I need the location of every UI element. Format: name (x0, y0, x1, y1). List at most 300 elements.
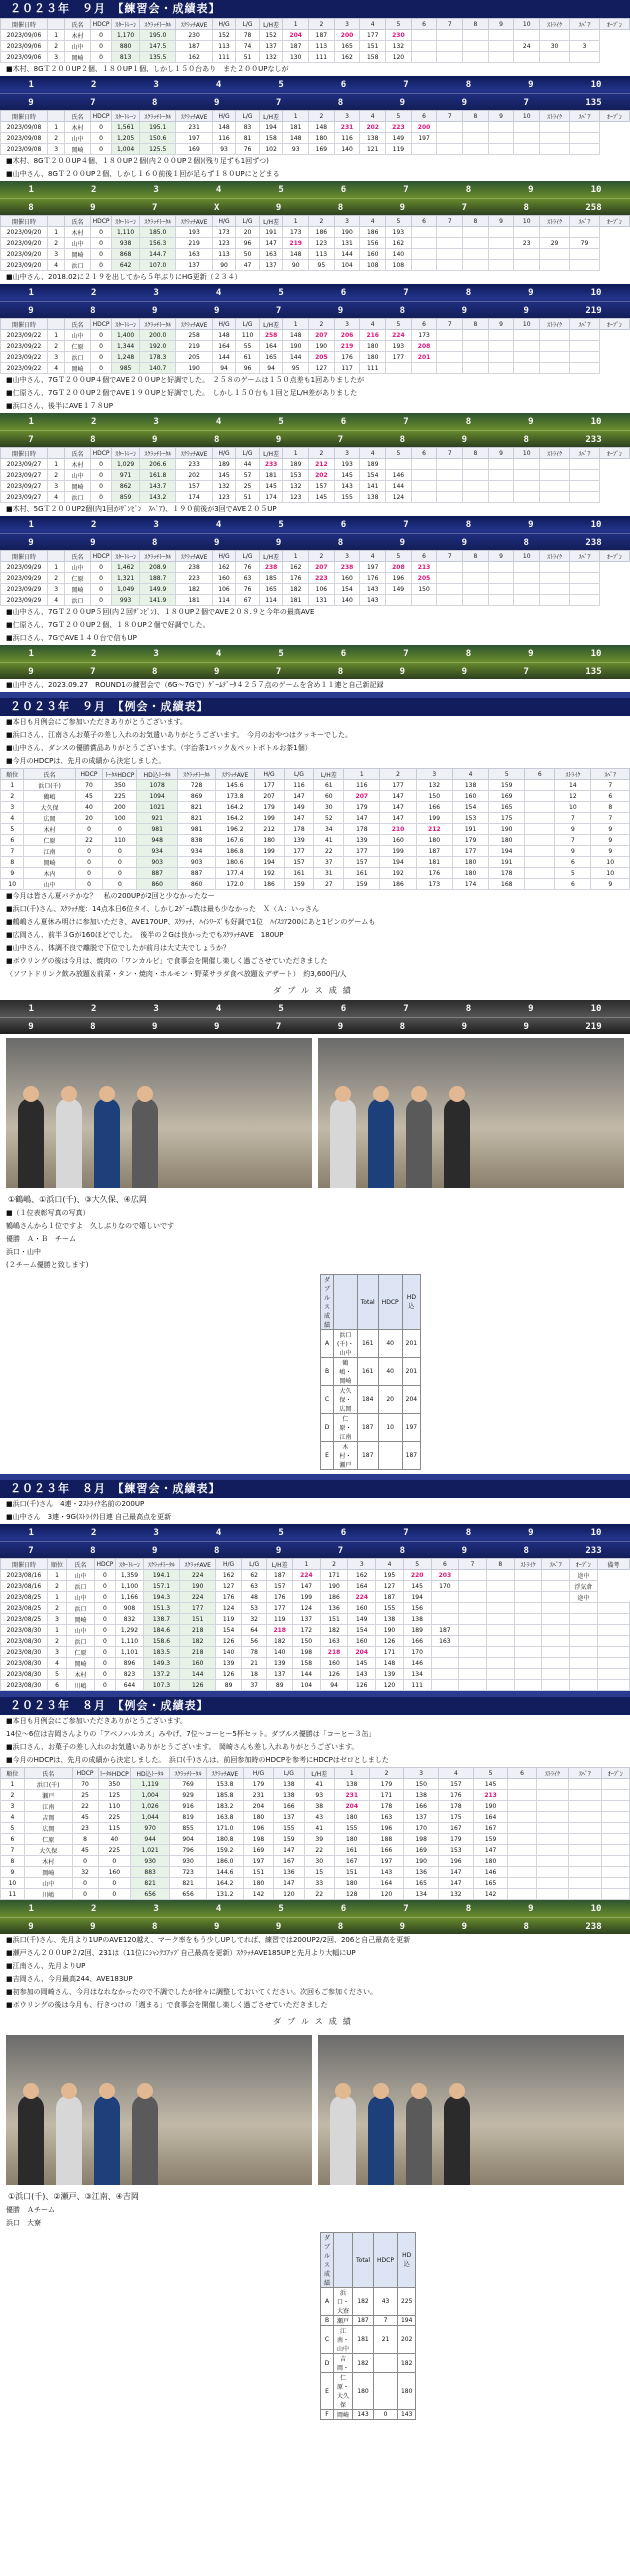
table-cell: 岡崎 (67, 1658, 95, 1669)
person-head (61, 1086, 77, 1102)
score-table (0, 318, 630, 374)
column-header: ｽｸﾗｯﾁAVE (176, 448, 212, 459)
column-header: ｽﾍﾟｱ (569, 1768, 602, 1779)
table-cell: 155 (274, 1823, 304, 1834)
table-cell: 89 (267, 1680, 293, 1691)
table-cell (536, 1790, 569, 1801)
table-cell: 219 (283, 238, 309, 249)
table-cell: 184 (357, 1386, 378, 1414)
table-cell (569, 1801, 602, 1812)
note-line: ■木村、8GＴ２００UP２個、１８０UP１個、しかし１５０台あり また２００UPなしが (6, 65, 289, 73)
table-cell: 2023/09/22 (1, 341, 48, 352)
table-cell: 219 (176, 238, 212, 249)
table-cell: 182 (320, 1625, 348, 1636)
note-line: （ソフトドリンク飲み放題＆前菜・タン・焼肉・ホルモン・野菜サラダ食べ放題＆デザート） 約3,600円/人 (6, 970, 347, 978)
column-header: H/G (254, 769, 284, 780)
table-cell: 167 (439, 1823, 474, 1834)
table-cell: 832 (116, 1614, 144, 1625)
table-cell: 153 (452, 813, 488, 824)
table-cell: 0 (90, 352, 111, 363)
table-cell: 197 (411, 133, 437, 144)
table-cell: 160 (98, 1867, 131, 1878)
frame-score: 9 (528, 1527, 534, 1538)
table-cell: 194 (380, 857, 416, 868)
sep-practice-title: ２０２３年 ９月 【練習会・成績表】 (0, 0, 630, 18)
frame-score: 135 (585, 666, 602, 677)
table-cell: 182 (267, 1636, 293, 1647)
table-cell: 151 (180, 1614, 216, 1625)
table-cell: 0 (90, 492, 111, 503)
table-cell: 7 (555, 813, 591, 824)
table-cell: 207 (344, 791, 380, 802)
table-cell: 187 (431, 1625, 459, 1636)
table-cell (508, 1867, 536, 1878)
table-cell: 153.8 (206, 1779, 243, 1790)
table-cell: 3 (570, 41, 600, 52)
table-cell (437, 492, 463, 503)
frame-score: 4 (215, 1003, 222, 1014)
table-cell: 162 (348, 1570, 376, 1581)
table-row (321, 1386, 421, 1414)
table-cell: 150 (293, 1636, 321, 1647)
table-cell: 1,049 (112, 584, 140, 595)
frame-score: 3 (153, 519, 159, 530)
table-cell: 148 (309, 122, 335, 133)
table-cell: 144 (283, 352, 309, 363)
table-cell: 159.2 (206, 1845, 243, 1856)
frame-score: 9 (461, 1545, 467, 1556)
table-cell (514, 1570, 542, 1581)
table-cell: 140 (334, 595, 360, 606)
frame-score: 5 (278, 648, 284, 659)
table-cell: 155 (334, 492, 360, 503)
frame-score: 7 (523, 666, 529, 677)
table-cell: 7 (1, 846, 24, 857)
frame-score: 8 (523, 1545, 529, 1556)
frame-score: 9 (461, 537, 467, 548)
frame-score: 9 (461, 305, 467, 316)
note-line: ■今月のHDCPは、先月の成績から決定しました。 (6, 757, 166, 765)
table-row (1, 791, 630, 802)
column-header: H/G (212, 551, 236, 562)
table-cell: 148 (376, 1658, 404, 1669)
table-cell: B (321, 2316, 334, 2326)
table-cell: 180 (353, 2373, 374, 2410)
table-cell: 147 (284, 813, 314, 824)
column-header: ｵｰﾌﾟﾝ (601, 1768, 629, 1779)
table-cell: 浜口(千) (24, 780, 75, 791)
table-cell: 187 (416, 846, 452, 857)
table-cell: 158 (360, 52, 386, 63)
table-row (1, 846, 630, 857)
table-cell: 200 (103, 802, 137, 813)
table-cell: 230 (176, 30, 212, 41)
person-figure (406, 2095, 432, 2185)
table-cell: 93 (304, 1790, 334, 1801)
column-header (48, 111, 65, 122)
table-cell: 0 (94, 1647, 115, 1658)
person-figure (444, 2095, 470, 2185)
table-cell: 125 (98, 1790, 131, 1801)
table-cell: 164 (369, 1878, 404, 1889)
table-cell: 160 (452, 791, 488, 802)
table-cell: A (321, 1330, 334, 1358)
frame-score: 6 (340, 648, 347, 659)
header-row (1, 769, 630, 780)
table-cell (570, 1603, 598, 1614)
table-cell: 140 (216, 1647, 242, 1658)
table-cell (570, 1647, 598, 1658)
frame-score: 9 (275, 1921, 282, 1932)
photo-row (0, 1034, 630, 1192)
table-cell (486, 1581, 514, 1592)
table-cell (488, 562, 514, 573)
table-cell (525, 868, 555, 879)
table-cell: 164 (212, 341, 236, 352)
frame-score: 10 (590, 416, 602, 427)
table-cell: 1,344 (112, 341, 140, 352)
table-cell (488, 481, 514, 492)
table-cell: 0 (75, 846, 103, 857)
column-header: 氏名 (65, 448, 91, 459)
table-cell: 862 (112, 481, 140, 492)
table-cell: 0 (90, 30, 111, 41)
column-header: 氏名 (24, 769, 75, 780)
table-cell: 山中 (67, 1592, 95, 1603)
table-cell (570, 573, 600, 584)
table-cell: 138 (452, 780, 488, 791)
table-cell: 111 (212, 52, 236, 63)
scoreboard-row (0, 1917, 630, 1934)
table-cell: 2 (48, 41, 65, 52)
table-cell: 132 (259, 52, 283, 63)
frame-score: 9 (528, 79, 534, 90)
frame-score: 8 (465, 79, 472, 90)
column-header: 3 (334, 448, 360, 459)
table-cell (569, 1856, 602, 1867)
frame-score: 3 (153, 416, 159, 427)
table-cell: 192 (380, 868, 416, 879)
table-row (1, 1856, 630, 1867)
table-cell: 浜口 (67, 1603, 95, 1614)
table-cell: 仁原・大久保 (334, 2373, 353, 2410)
table-row (1, 41, 630, 52)
table-cell: 147 (439, 1878, 474, 1889)
table-cell (437, 341, 463, 352)
table-cell: 2023/09/27 (1, 492, 48, 503)
table-cell: 15 (304, 1867, 334, 1878)
table-cell: 154 (334, 584, 360, 595)
table-cell: 3 (48, 249, 65, 260)
person-head (23, 1086, 39, 1102)
frame-score: 7 (461, 202, 467, 213)
table-cell (525, 791, 555, 802)
column-header: 1 (283, 448, 309, 459)
table-cell (542, 1603, 570, 1614)
aug-practice-section (0, 1498, 630, 1691)
table-cell: 147.5 (140, 41, 176, 52)
column-header: 3 (348, 1559, 376, 1570)
table-cell: 0 (90, 341, 111, 352)
table-cell: F (321, 2410, 334, 2420)
table-cell: 206 (334, 330, 360, 341)
table-cell: 186 (309, 227, 335, 238)
table-cell: 120 (274, 1889, 304, 1900)
table-cell: 6 (1, 1834, 25, 1845)
table-cell: 200.0 (140, 330, 176, 341)
table-cell (463, 595, 489, 606)
table-cell: 190 (404, 1856, 439, 1867)
table-cell: 160 (380, 835, 416, 846)
table-cell (411, 144, 437, 155)
table-cell: 0 (72, 1889, 98, 1900)
column-header: HD込 (402, 1275, 420, 1330)
table-cell: 140 (334, 144, 360, 155)
table-cell: 119 (267, 1614, 293, 1625)
table-cell (437, 260, 463, 271)
doubles-wrap (0, 1272, 630, 1474)
column-header: ｵｰﾌﾟﾝ (599, 19, 629, 30)
table-cell: 145 (259, 481, 283, 492)
table-cell: 728 (177, 780, 215, 791)
header-row (1, 1559, 630, 1570)
table-cell: 145 (334, 470, 360, 481)
table-cell: 147 (293, 1581, 321, 1592)
table-cell: 8 (1, 857, 24, 868)
table-cell: 138 (360, 133, 386, 144)
table-cell (525, 857, 555, 868)
column-header: ｽﾀｰﾄﾚｰﾝ (112, 111, 140, 122)
table-cell: 175 (439, 1812, 474, 1823)
table-cell: 7 (591, 813, 630, 824)
table-cell: 145 (473, 1779, 508, 1790)
table-row (1, 238, 630, 249)
note-line: ■山中さん、ダンスの優勝賞品ありがとうございます。（宇治茶1パック＆ペットボトルお茶1個） (6, 744, 312, 752)
table-cell (601, 1790, 629, 1801)
frame-score: 5 (278, 416, 284, 427)
table-cell (540, 573, 570, 584)
table-cell (463, 30, 489, 41)
table-cell: 76 (236, 144, 260, 155)
table-cell (597, 1625, 629, 1636)
frame-score: 2 (90, 287, 97, 298)
scoreboard-row (0, 76, 630, 93)
table-cell: 0 (75, 857, 103, 868)
column-header: 開催日時 (1, 551, 48, 562)
table-row (1, 1834, 630, 1845)
column-header: ｽｸﾗｯﾁﾄｰﾀﾙ (140, 216, 176, 227)
frame-score: 3 (153, 648, 159, 659)
column-header: H/G (212, 19, 236, 30)
table-cell (514, 144, 540, 155)
table-cell: 187 (176, 41, 212, 52)
table-cell: 142 (243, 1889, 273, 1900)
column-header: ダブルス成績 (321, 1275, 334, 1330)
table-cell (508, 1856, 536, 1867)
scoreboard-row (0, 1541, 630, 1558)
table-cell: 123 (283, 492, 309, 503)
table-cell: 145 (309, 492, 335, 503)
table-cell: 47 (236, 260, 260, 271)
table-cell: 120 (369, 1889, 404, 1900)
frame-score: 7 (403, 519, 409, 530)
table-cell: 202 (397, 2326, 415, 2354)
table-cell: 143 (360, 595, 386, 606)
table-cell: 浜口・大寮 (334, 2288, 353, 2316)
column-header: 10 (514, 19, 540, 30)
table-cell: 115 (98, 1823, 131, 1834)
table-cell: 93 (283, 144, 309, 155)
table-cell: 178 (439, 1801, 474, 1812)
table-cell: 176 (416, 868, 452, 879)
table-cell: 196 (439, 1856, 474, 1867)
table-cell: 168 (489, 879, 525, 890)
table-cell: 151 (243, 1867, 273, 1878)
table-cell (488, 122, 514, 133)
table-cell: 33 (304, 1878, 334, 1889)
frame-score: 8 (152, 97, 158, 108)
table-cell: 2 (47, 1581, 66, 1592)
table-cell (488, 573, 514, 584)
person-head (335, 1086, 351, 1102)
table-cell: 180 (416, 835, 452, 846)
table-cell: 100 (103, 813, 137, 824)
scoreboard-row (0, 533, 630, 550)
column-header: 4 (360, 448, 386, 459)
column-header: 9 (488, 216, 514, 227)
column-header: ｽｸﾗｯﾁﾄｰﾀﾙ (140, 448, 176, 459)
table-cell: E (321, 2373, 334, 2410)
table-cell: 224 (348, 1592, 376, 1603)
table-cell: 144 (334, 249, 360, 260)
table-cell: 0 (90, 122, 111, 133)
table-cell (601, 1801, 629, 1812)
frame-score: 3 (153, 79, 159, 90)
table-cell (411, 41, 437, 52)
table-cell (411, 52, 437, 63)
table-cell: 1,292 (116, 1625, 144, 1636)
table-cell (514, 1614, 542, 1625)
table-cell: 193 (386, 341, 412, 352)
table-cell: 948 (137, 835, 178, 846)
table-cell: 195.1 (140, 122, 176, 133)
frame-score: 9 (90, 1921, 96, 1932)
table-cell: 仁原 (65, 573, 91, 584)
table-cell: 212 (254, 824, 284, 835)
table-cell: 3 (48, 481, 65, 492)
table-cell: 186 (380, 879, 416, 890)
column-header: 開催日時 (1, 111, 48, 122)
table-cell: 162 (216, 1570, 242, 1581)
table-cell: 930 (170, 1856, 207, 1867)
table-cell: 887 (177, 868, 215, 879)
frame-score: 3 (153, 184, 159, 195)
scoreboard-row (0, 645, 630, 662)
table-cell: 1021 (137, 802, 178, 813)
note-line: ■山中さん、7GＴ２００UP４個でAVE２００UPと好調でした。 ２５８のゲームは１５０点差も1回ありましたが (6, 376, 365, 384)
table-cell (570, 1636, 598, 1647)
table-cell: 723 (170, 1867, 207, 1878)
table-cell: 93 (212, 144, 236, 155)
table-cell: 2023/08/30 (1, 1669, 48, 1680)
table-cell: 1,110 (112, 227, 140, 238)
table-cell (437, 238, 463, 249)
table-cell: 147 (259, 238, 283, 249)
table-cell: 1,004 (131, 1790, 170, 1801)
column-header: 1 (283, 216, 309, 227)
table-cell: 860 (137, 879, 178, 890)
table-cell: 瀬戸 (24, 1790, 72, 1801)
table-cell: 0 (90, 562, 111, 573)
column-header: HDCP (90, 111, 111, 122)
table-cell: 157 (267, 1581, 293, 1592)
table-cell: 148 (212, 122, 236, 133)
table-cell: 190 (489, 824, 525, 835)
table-cell: 2 (48, 573, 65, 584)
table-cell: 197 (402, 1414, 420, 1442)
table-cell: 吉岡 (24, 1812, 72, 1823)
table-row (321, 1442, 421, 1470)
table-cell: 769 (170, 1779, 207, 1790)
table-cell: 139 (284, 835, 314, 846)
table-cell (570, 144, 600, 155)
table-cell: 180 (360, 352, 386, 363)
table-cell: 0 (94, 1570, 115, 1581)
table-cell: 7 (374, 2316, 398, 2326)
column-header: 5 (386, 551, 412, 562)
table-row (321, 1358, 421, 1386)
table-cell: 196.2 (216, 824, 254, 835)
table-cell: 7 (1, 1845, 25, 1856)
table-cell: 2 (48, 133, 65, 144)
table-cell (463, 249, 489, 260)
column-header: 8 (463, 319, 489, 330)
table-cell: 0 (94, 1581, 115, 1592)
table-cell (514, 1625, 542, 1636)
table-cell: 162 (176, 52, 212, 63)
table-cell (459, 1592, 487, 1603)
table-cell: 20 (236, 227, 260, 238)
table-cell: 190 (309, 341, 335, 352)
table-cell: 3 (1, 802, 24, 813)
table-cell: 0 (94, 1614, 115, 1625)
table-row (1, 879, 630, 890)
person-figure (368, 2095, 394, 2185)
table-cell: 194 (259, 122, 283, 133)
frame-score: 7 (275, 666, 282, 677)
table-cell: 137 (259, 260, 283, 271)
table-cell (459, 1658, 487, 1669)
scoreboard-row (0, 198, 630, 215)
table-cell: 171 (320, 1570, 348, 1581)
table-cell: 193 (334, 459, 360, 470)
column-header: 4 (360, 111, 386, 122)
table-cell: 123 (309, 238, 335, 249)
table-cell (488, 260, 514, 271)
table-cell: 151 (320, 1614, 348, 1625)
table-cell: 181 (283, 122, 309, 133)
table-cell (431, 1680, 459, 1691)
frame-score: 9 (28, 537, 34, 548)
table-cell (411, 492, 437, 503)
frame-score: 7 (28, 434, 34, 445)
table-cell: 160 (320, 1658, 348, 1669)
table-cell: 1,400 (112, 330, 140, 341)
table-cell: 7 (555, 835, 591, 846)
table-cell: 148 (212, 330, 236, 341)
table-cell: 191 (452, 824, 488, 835)
table-cell: 山中 (65, 562, 91, 573)
